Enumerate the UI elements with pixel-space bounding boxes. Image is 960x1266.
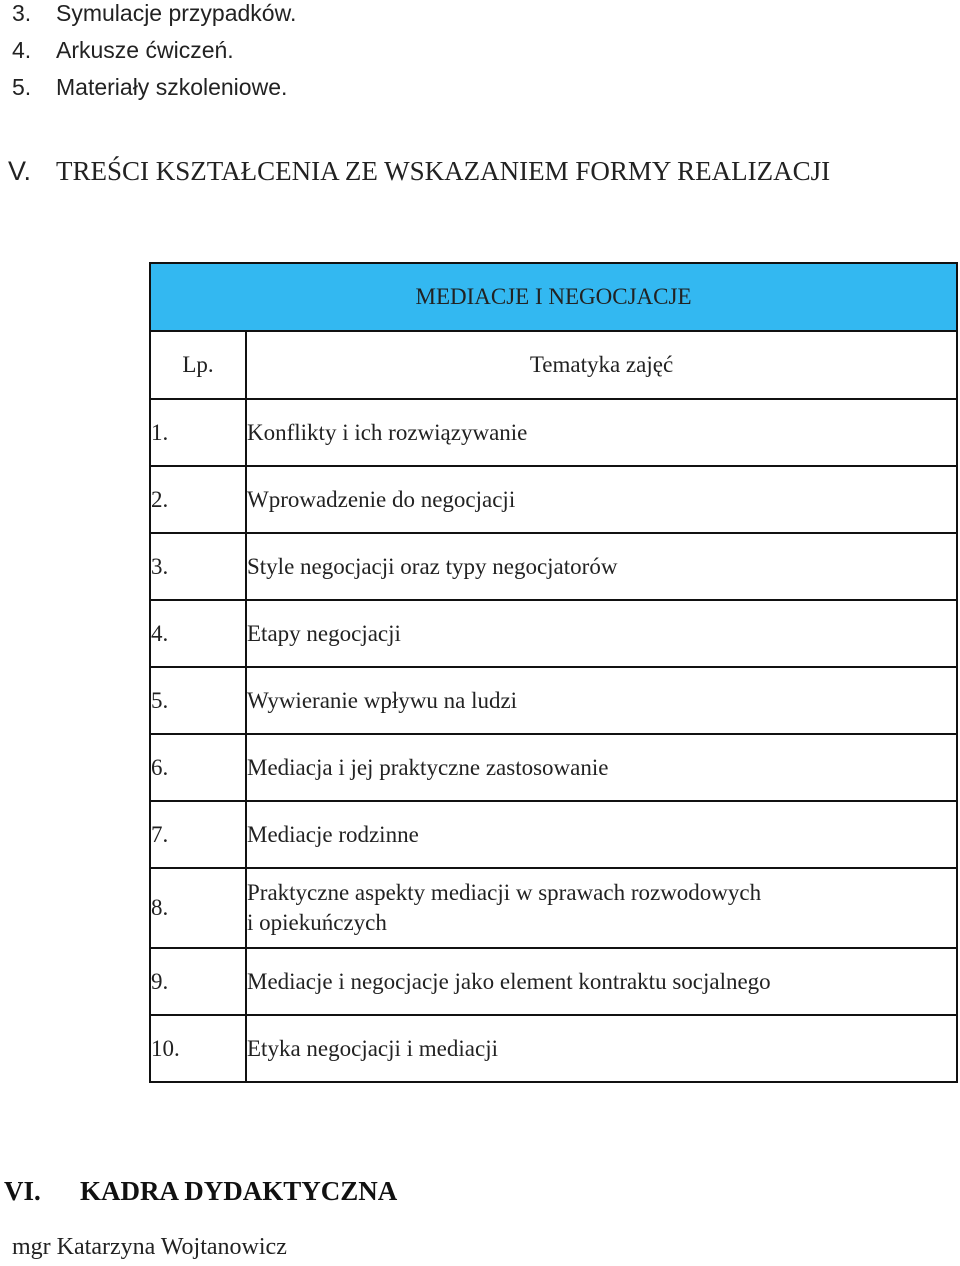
section-title: KADRA DYDAKTYCZNA bbox=[80, 1176, 398, 1206]
row-number: 4. bbox=[150, 600, 246, 667]
table-row bbox=[150, 399, 957, 466]
list-item-text: Materiały szkoleniowe. bbox=[56, 74, 288, 100]
section-vi-heading bbox=[4, 1176, 397, 1207]
row-topic: Style negocjacji oraz typy negocjatorów bbox=[246, 533, 957, 600]
row-topic: Mediacja i jej praktyczne zastosowanie bbox=[246, 734, 957, 801]
list-item bbox=[12, 74, 287, 101]
table-row bbox=[150, 466, 957, 533]
table-header-row bbox=[150, 263, 957, 331]
list-item bbox=[12, 37, 234, 64]
list-item-number: 5. bbox=[12, 74, 32, 100]
table-row bbox=[150, 533, 957, 600]
row-number: 8. bbox=[150, 868, 246, 948]
list-item-number: 4. bbox=[12, 37, 32, 63]
row-number: 1. bbox=[150, 399, 246, 466]
row-number: 5. bbox=[150, 667, 246, 734]
row-number: 6. bbox=[150, 734, 246, 801]
section-title: TREŚCI KSZTAŁCENIA ZE WSKAZANIEM FORMY REALIZACJI bbox=[56, 156, 831, 186]
row-number: 3. bbox=[150, 533, 246, 600]
list-item bbox=[12, 0, 296, 27]
list-item-text: Arkusze ćwiczeń. bbox=[56, 37, 234, 63]
section-v-heading bbox=[8, 156, 830, 187]
table-row bbox=[150, 1015, 957, 1082]
row-number: 2. bbox=[150, 466, 246, 533]
row-number: 10. bbox=[150, 1015, 246, 1082]
table-row bbox=[150, 948, 957, 1015]
list-item-text: Symulacje przypadków. bbox=[56, 0, 297, 26]
row-number: 7. bbox=[150, 801, 246, 868]
row-topic: Etapy negocjacji bbox=[246, 600, 957, 667]
column-header-topic: Tematyka zajęć bbox=[246, 331, 957, 399]
table-row bbox=[150, 868, 957, 948]
table-row bbox=[150, 667, 957, 734]
table-row bbox=[150, 801, 957, 868]
row-topic: Mediacje rodzinne bbox=[246, 801, 957, 868]
row-topic: Mediacje i negocjacje jako element kontraktu socjalnego bbox=[246, 948, 957, 1015]
row-topic bbox=[246, 868, 957, 948]
table-row bbox=[150, 600, 957, 667]
column-header-row bbox=[150, 331, 957, 399]
list-item-number: 3. bbox=[12, 0, 32, 26]
table-title: MEDIACJE I NEGOCJACJE bbox=[150, 263, 957, 331]
column-header-lp: Lp. bbox=[150, 331, 246, 399]
row-topic-line: i opiekuńczych bbox=[247, 910, 387, 935]
row-topic: Wprowadzenie do negocjacji bbox=[246, 466, 957, 533]
row-topic-line: Praktyczne aspekty mediacji w sprawach rozwodowych bbox=[247, 880, 762, 905]
row-topic: Wywieranie wpływu na ludzi bbox=[246, 667, 957, 734]
table-row bbox=[150, 734, 957, 801]
row-number: 9. bbox=[150, 948, 246, 1015]
row-topic: Etyka negocjacji i mediacji bbox=[246, 1015, 957, 1082]
program-table bbox=[149, 262, 958, 1083]
section-number: V. bbox=[8, 156, 32, 186]
row-topic: Konflikty i ich rozwiązywanie bbox=[246, 399, 957, 466]
staff-name: mgr Katarzyna Wojtanowicz bbox=[12, 1234, 287, 1260]
section-number: VI. bbox=[4, 1176, 41, 1206]
